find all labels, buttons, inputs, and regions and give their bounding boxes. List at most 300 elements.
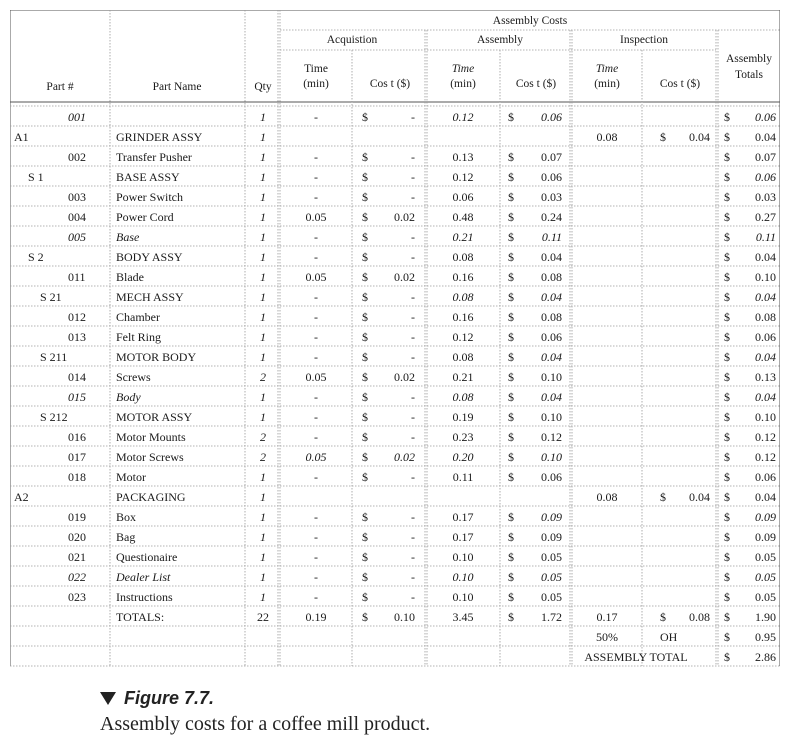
- cell-qty: 1: [260, 230, 266, 244]
- cell-acq-dollar: $: [362, 430, 368, 444]
- cell-acq-time: 0.05: [305, 450, 327, 464]
- cell-acq-time: -: [314, 110, 318, 124]
- cell-acq-cost: -: [411, 590, 415, 604]
- cell-acq-cost: -: [411, 530, 415, 544]
- cell-total-value: 0.12: [755, 450, 776, 464]
- cell-total-dollar: $: [724, 530, 730, 544]
- assembly-total-dollar: $: [724, 650, 730, 664]
- cell-asm-cost: 0.04: [541, 350, 562, 364]
- cell-asm-cost: 0.06: [541, 110, 562, 124]
- cell-total-value: 0.04: [755, 130, 776, 144]
- cell-asm-time: 0.17: [452, 530, 474, 544]
- cell-asm-dollar: $: [508, 330, 514, 344]
- cell-asm-cost: 0.10: [541, 450, 562, 464]
- cell-asm-dollar: $: [508, 250, 514, 264]
- cell-qty: 1: [260, 150, 266, 164]
- header-time-unit: (min): [303, 78, 329, 90]
- cell-asm-dollar: $: [508, 150, 514, 164]
- cell-asm-cost: 0.05: [541, 550, 562, 564]
- totals-total-dollar: $: [724, 610, 730, 624]
- cell-acq-dollar: $: [362, 230, 368, 244]
- cell-asm-time: 0.10: [452, 590, 474, 604]
- totals-acq-cost: 0.10: [394, 610, 415, 624]
- cell-asm-cost: 0.08: [541, 310, 562, 324]
- cell-total-value: 0.06: [755, 170, 776, 184]
- cell-asm-time: 0.06: [452, 190, 474, 204]
- cell-acq-cost: -: [411, 110, 415, 124]
- cell-part-name: Screws: [116, 370, 151, 384]
- cell-total-dollar: $: [724, 270, 730, 284]
- overhead-value: 0.95: [755, 630, 776, 644]
- cell-acq-dollar: $: [362, 310, 368, 324]
- cell-acq-cost: -: [411, 390, 415, 404]
- cell-qty: 1: [260, 510, 266, 524]
- cell-part-number: 023: [68, 590, 86, 604]
- cell-part-name: BASE ASSY: [116, 170, 180, 184]
- cell-acq-time: -: [314, 330, 318, 344]
- cell-asm-cost: 0.04: [541, 250, 562, 264]
- cell-asm-dollar: $: [508, 350, 514, 364]
- cell-total-dollar: $: [724, 210, 730, 224]
- overhead-label: OH: [660, 630, 678, 644]
- assembly-cost-table: [10, 10, 780, 670]
- cell-part-number: 015: [68, 390, 86, 404]
- cell-qty: 1: [260, 530, 266, 544]
- cell-asm-cost: 0.06: [541, 330, 562, 344]
- cell-acq-dollar: $: [362, 350, 368, 364]
- cell-acq-dollar: $: [362, 330, 368, 344]
- cell-qty: 1: [260, 570, 266, 584]
- overhead-dollar: $: [724, 630, 730, 644]
- cell-total-value: 0.04: [755, 390, 776, 404]
- cell-asm-time: 0.21: [452, 370, 474, 384]
- cell-asm-dollar: $: [508, 370, 514, 384]
- triangle-marker-icon: [100, 692, 116, 705]
- cell-qty: 1: [260, 310, 266, 324]
- cell-asm-time: 0.48: [452, 210, 474, 224]
- cell-insp-time: 0.08: [596, 130, 618, 144]
- header-time: Time: [304, 63, 328, 75]
- cell-asm-dollar: $: [508, 230, 514, 244]
- cell-acq-time: -: [314, 530, 318, 544]
- cell-asm-dollar: $: [508, 190, 514, 204]
- caption-text: Assembly costs for a coffee mill product.: [100, 713, 431, 735]
- cell-acq-time: -: [314, 390, 318, 404]
- cell-part-name: Instructions: [116, 590, 173, 604]
- cell-qty: 1: [260, 110, 266, 124]
- cell-total-value: 0.04: [755, 250, 776, 264]
- cell-total-dollar: $: [724, 370, 730, 384]
- cell-asm-cost: 0.05: [541, 570, 562, 584]
- cell-insp-time: 0.08: [596, 490, 618, 504]
- cell-asm-time: 0.16: [452, 310, 474, 324]
- header-assembly-costs: Assembly Costs: [492, 15, 568, 27]
- cell-acq-time: -: [314, 250, 318, 264]
- header-totals-1: Assembly: [726, 53, 772, 65]
- cell-part-name: Felt Ring: [116, 330, 162, 344]
- cell-part-name: GRINDER ASSY: [116, 130, 203, 144]
- totals-insp-time: 0.17: [596, 610, 618, 624]
- cell-total-dollar: $: [724, 170, 730, 184]
- cell-part-name: Blade: [116, 270, 144, 284]
- cell-qty: 1: [260, 270, 266, 284]
- cell-acq-time: -: [314, 590, 318, 604]
- cell-acq-dollar: $: [362, 390, 368, 404]
- cell-total-value: 0.12: [755, 430, 776, 444]
- cell-part-name: Motor: [116, 470, 146, 484]
- cell-asm-cost: 0.12: [541, 430, 562, 444]
- cell-qty: 2: [260, 430, 266, 444]
- cell-asm-time: 0.11: [452, 470, 474, 484]
- cell-acq-time: -: [314, 410, 318, 424]
- cell-asm-cost: 0.04: [541, 290, 562, 304]
- cell-total-dollar: $: [724, 350, 730, 364]
- cell-acq-cost: -: [411, 230, 415, 244]
- totals-acq-time: 0.19: [305, 610, 327, 624]
- header-cost: Cos t ($): [369, 78, 411, 90]
- cell-asm-time: 0.08: [452, 350, 474, 364]
- cell-part-number: 020: [68, 530, 86, 544]
- cell-total-dollar: $: [724, 570, 730, 584]
- cell-part-name: Power Cord: [116, 210, 174, 224]
- cell-qty: 1: [260, 550, 266, 564]
- cell-acq-cost: 0.02: [394, 450, 415, 464]
- cell-asm-cost: 0.06: [541, 170, 562, 184]
- cell-part-number: 019: [68, 510, 86, 524]
- figure-number: Figure 7.7.: [124, 688, 215, 708]
- cell-acq-time: -: [314, 350, 318, 364]
- cell-total-dollar: $: [724, 430, 730, 444]
- cell-acq-cost: 0.02: [394, 370, 415, 384]
- cell-asm-dollar: $: [508, 170, 514, 184]
- cell-asm-dollar: $: [508, 310, 514, 324]
- cell-part-name: Box: [116, 510, 137, 524]
- cell-acq-cost: -: [411, 310, 415, 324]
- cell-part-number: 002: [68, 150, 86, 164]
- header-qty: Qty: [254, 81, 272, 93]
- cell-acq-time: -: [314, 290, 318, 304]
- cell-acq-dollar: $: [362, 590, 368, 604]
- header-totals-2: Totals: [735, 69, 763, 81]
- cell-acq-time: -: [314, 430, 318, 444]
- cell-acq-dollar: $: [362, 510, 368, 524]
- cell-acq-cost: -: [411, 150, 415, 164]
- cell-acq-time: 0.05: [305, 210, 327, 224]
- cell-insp-cost: 0.04: [689, 490, 710, 504]
- cell-qty: 1: [260, 250, 266, 264]
- cell-acq-cost: -: [411, 470, 415, 484]
- cell-part-name: BODY ASSY: [116, 250, 183, 264]
- cell-insp-dollar: $: [660, 130, 666, 144]
- cell-part-number: 014: [68, 370, 86, 384]
- cell-part-name: Motor Mounts: [116, 430, 186, 444]
- cell-total-value: 0.09: [755, 510, 776, 524]
- cell-part-name: Chamber: [116, 310, 160, 324]
- cell-acq-dollar: $: [362, 570, 368, 584]
- cell-total-value: 0.13: [755, 370, 776, 384]
- cell-total-dollar: $: [724, 450, 730, 464]
- cell-acq-time: -: [314, 310, 318, 324]
- cell-part-number: 016: [68, 430, 86, 444]
- cell-acq-dollar: $: [362, 170, 368, 184]
- cell-asm-time: 0.17: [452, 510, 474, 524]
- cell-asm-time: 0.20: [452, 450, 474, 464]
- cell-asm-dollar: $: [508, 510, 514, 524]
- cell-total-value: 0.08: [755, 310, 776, 324]
- header-assembly: Assembly: [477, 34, 523, 46]
- cell-acq-dollar: $: [362, 190, 368, 204]
- cell-part-number: A2: [14, 490, 29, 504]
- cell-total-value: 0.27: [755, 210, 776, 224]
- cell-part-number: 018: [68, 470, 86, 484]
- cell-asm-dollar: $: [508, 450, 514, 464]
- cell-part-number: 013: [68, 330, 86, 344]
- table-grid: [10, 10, 780, 670]
- cell-asm-time: 0.23: [452, 430, 474, 444]
- cell-acq-cost: -: [411, 330, 415, 344]
- cell-total-value: 0.04: [755, 290, 776, 304]
- cell-part-name: Body: [116, 390, 141, 404]
- cell-qty: 2: [260, 370, 266, 384]
- cell-asm-cost: 0.04: [541, 390, 562, 404]
- cell-part-name: Bag: [116, 530, 136, 544]
- cell-asm-cost: 0.09: [541, 510, 562, 524]
- cell-total-dollar: $: [724, 250, 730, 264]
- cell-asm-time: 0.08: [452, 250, 474, 264]
- cell-part-name: MOTOR BODY: [116, 350, 197, 364]
- cell-asm-cost: 0.11: [541, 230, 562, 244]
- cell-qty: 1: [260, 390, 266, 404]
- cell-part-name: Base: [116, 230, 140, 244]
- cell-asm-dollar: $: [508, 390, 514, 404]
- cell-qty: 1: [260, 350, 266, 364]
- cell-asm-cost: 0.07: [541, 150, 562, 164]
- cell-total-value: 0.11: [755, 230, 776, 244]
- cell-total-dollar: $: [724, 590, 730, 604]
- cell-part-number: A1: [14, 130, 29, 144]
- header-part: Part #: [46, 81, 74, 93]
- header-part-name: Part Name: [152, 81, 202, 93]
- cell-acq-dollar: $: [362, 550, 368, 564]
- cell-acq-cost: -: [411, 190, 415, 204]
- cell-acq-dollar: $: [362, 450, 368, 464]
- cell-total-dollar: $: [724, 510, 730, 524]
- header-time: Time: [595, 63, 619, 75]
- cell-asm-cost: 0.24: [541, 210, 562, 224]
- cell-asm-cost: 0.03: [541, 190, 562, 204]
- header-acquisition: Acquistion: [326, 34, 378, 46]
- cell-part-name: Power Switch: [116, 190, 183, 204]
- cell-qty: 1: [260, 410, 266, 424]
- totals-total-value: 1.90: [755, 610, 776, 624]
- cell-total-dollar: $: [724, 110, 730, 124]
- cell-acq-dollar: $: [362, 370, 368, 384]
- cell-asm-dollar: $: [508, 430, 514, 444]
- cell-total-value: 0.06: [755, 470, 776, 484]
- cell-asm-cost: 0.08: [541, 270, 562, 284]
- cell-asm-cost: 0.09: [541, 530, 562, 544]
- cell-total-dollar: $: [724, 310, 730, 324]
- cell-total-dollar: $: [724, 470, 730, 484]
- cell-asm-cost: 0.10: [541, 370, 562, 384]
- cell-acq-dollar: $: [362, 410, 368, 424]
- cell-part-number: 017: [68, 450, 86, 464]
- cell-acq-cost: -: [411, 510, 415, 524]
- cell-part-number: 005: [68, 230, 86, 244]
- cell-acq-dollar: $: [362, 470, 368, 484]
- cell-qty: 1: [260, 290, 266, 304]
- cell-total-value: 0.10: [755, 270, 776, 284]
- cell-qty: 1: [260, 210, 266, 224]
- cell-part-number: 021: [68, 550, 86, 564]
- header-inspection: Inspection: [620, 34, 668, 46]
- totals-acq-dollar: $: [362, 610, 368, 624]
- cell-qty: 1: [260, 590, 266, 604]
- cell-total-value: 0.04: [755, 350, 776, 364]
- cell-total-value: 0.04: [755, 490, 776, 504]
- cell-part-number: S 2: [28, 250, 44, 264]
- totals-asm-time: 3.45: [452, 610, 474, 624]
- cell-asm-dollar: $: [508, 550, 514, 564]
- figure-caption: [100, 688, 780, 736]
- cell-part-name: MECH ASSY: [116, 290, 184, 304]
- cell-acq-cost: -: [411, 550, 415, 564]
- totals-label: TOTALS:: [116, 610, 165, 624]
- cell-total-value: 0.05: [755, 570, 776, 584]
- cell-asm-time: 0.08: [452, 390, 474, 404]
- cell-asm-time: 0.21: [452, 230, 474, 244]
- cell-acq-time: -: [314, 150, 318, 164]
- cell-asm-dollar: $: [508, 270, 514, 284]
- cell-total-dollar: $: [724, 290, 730, 304]
- cell-total-dollar: $: [724, 410, 730, 424]
- cell-part-number: S 211: [40, 350, 68, 364]
- cell-total-dollar: $: [724, 330, 730, 344]
- cell-acq-time: -: [314, 510, 318, 524]
- cell-qty: 2: [260, 450, 266, 464]
- cell-acq-time: -: [314, 190, 318, 204]
- cell-acq-time: -: [314, 170, 318, 184]
- cell-acq-cost: 0.02: [394, 210, 415, 224]
- cell-part-number: S 1: [28, 170, 44, 184]
- cell-total-dollar: $: [724, 490, 730, 504]
- cell-total-value: 0.07: [755, 150, 776, 164]
- cell-acq-time: 0.05: [305, 370, 327, 384]
- cell-acq-cost: -: [411, 170, 415, 184]
- cell-total-dollar: $: [724, 130, 730, 144]
- assembly-total-value: 2.86: [755, 650, 776, 664]
- cell-acq-time: -: [314, 570, 318, 584]
- cell-total-value: 0.06: [755, 330, 776, 344]
- cell-acq-dollar: $: [362, 150, 368, 164]
- totals-asm-cost: 1.72: [541, 610, 562, 624]
- cell-part-name: Transfer Pusher: [116, 150, 192, 164]
- cell-acq-dollar: $: [362, 270, 368, 284]
- totals-insp-dollar: $: [660, 610, 666, 624]
- cell-total-dollar: $: [724, 390, 730, 404]
- cell-part-number: 012: [68, 310, 86, 324]
- cell-acq-dollar: $: [362, 110, 368, 124]
- cell-acq-cost: -: [411, 570, 415, 584]
- cell-asm-time: 0.19: [452, 410, 474, 424]
- cell-part-name: MOTOR ASSY: [116, 410, 193, 424]
- cell-total-value: 0.06: [755, 110, 776, 124]
- cell-qty: 1: [260, 490, 266, 504]
- cell-acq-cost: 0.02: [394, 270, 415, 284]
- cell-total-dollar: $: [724, 230, 730, 244]
- totals-qty: 22: [257, 610, 269, 624]
- totals-asm-dollar: $: [508, 610, 514, 624]
- cell-part-number: S 212: [40, 410, 68, 424]
- cell-asm-dollar: $: [508, 530, 514, 544]
- header-time: Time: [451, 63, 475, 75]
- cell-acq-time: -: [314, 470, 318, 484]
- cell-qty: 1: [260, 170, 266, 184]
- cell-asm-time: 0.10: [452, 550, 474, 564]
- header-cost: Cos t ($): [515, 78, 557, 90]
- cell-acq-dollar: $: [362, 290, 368, 304]
- cell-part-number: 011: [68, 270, 86, 284]
- cell-acq-dollar: $: [362, 530, 368, 544]
- cell-asm-dollar: $: [508, 410, 514, 424]
- cell-part-name: Motor Screws: [116, 450, 184, 464]
- cell-acq-cost: -: [411, 290, 415, 304]
- cell-part-name: Questionaire: [116, 550, 178, 564]
- cell-asm-cost: 0.06: [541, 470, 562, 484]
- cell-insp-dollar: $: [660, 490, 666, 504]
- cell-acq-dollar: $: [362, 250, 368, 264]
- cell-asm-dollar: $: [508, 470, 514, 484]
- cell-asm-time: 0.12: [452, 170, 474, 184]
- overhead-percent: 50%: [596, 630, 618, 644]
- cell-asm-cost: 0.10: [541, 410, 562, 424]
- cell-asm-dollar: $: [508, 590, 514, 604]
- cell-total-dollar: $: [724, 550, 730, 564]
- header-cost: Cos t ($): [659, 78, 701, 90]
- cell-qty: 1: [260, 190, 266, 204]
- cell-acq-cost: -: [411, 410, 415, 424]
- cell-total-dollar: $: [724, 190, 730, 204]
- cell-acq-cost: -: [411, 350, 415, 364]
- cell-total-value: 0.05: [755, 550, 776, 564]
- cell-asm-dollar: $: [508, 110, 514, 124]
- cell-total-value: 0.09: [755, 530, 776, 544]
- cell-asm-dollar: $: [508, 290, 514, 304]
- cell-asm-dollar: $: [508, 570, 514, 584]
- totals-insp-cost: 0.08: [689, 610, 710, 624]
- cell-asm-time: 0.16: [452, 270, 474, 284]
- cell-asm-time: 0.12: [452, 110, 474, 124]
- cell-total-value: 0.05: [755, 590, 776, 604]
- cell-asm-time: 0.12: [452, 330, 474, 344]
- cell-insp-cost: 0.04: [689, 130, 710, 144]
- cell-part-number: 003: [68, 190, 86, 204]
- cell-acq-time: 0.05: [305, 270, 327, 284]
- cell-acq-cost: -: [411, 430, 415, 444]
- cell-part-name: Dealer List: [116, 570, 171, 584]
- cell-asm-time: 0.10: [452, 570, 474, 584]
- cell-part-number: 022: [68, 570, 86, 584]
- cell-asm-cost: 0.05: [541, 590, 562, 604]
- cell-qty: 1: [260, 330, 266, 344]
- cell-part-name: PACKAGING: [116, 490, 186, 504]
- cell-acq-cost: -: [411, 250, 415, 264]
- figure-label: [100, 688, 780, 709]
- cell-total-value: 0.10: [755, 410, 776, 424]
- cell-asm-time: 0.08: [452, 290, 474, 304]
- cell-acq-dollar: $: [362, 210, 368, 224]
- cell-acq-time: -: [314, 230, 318, 244]
